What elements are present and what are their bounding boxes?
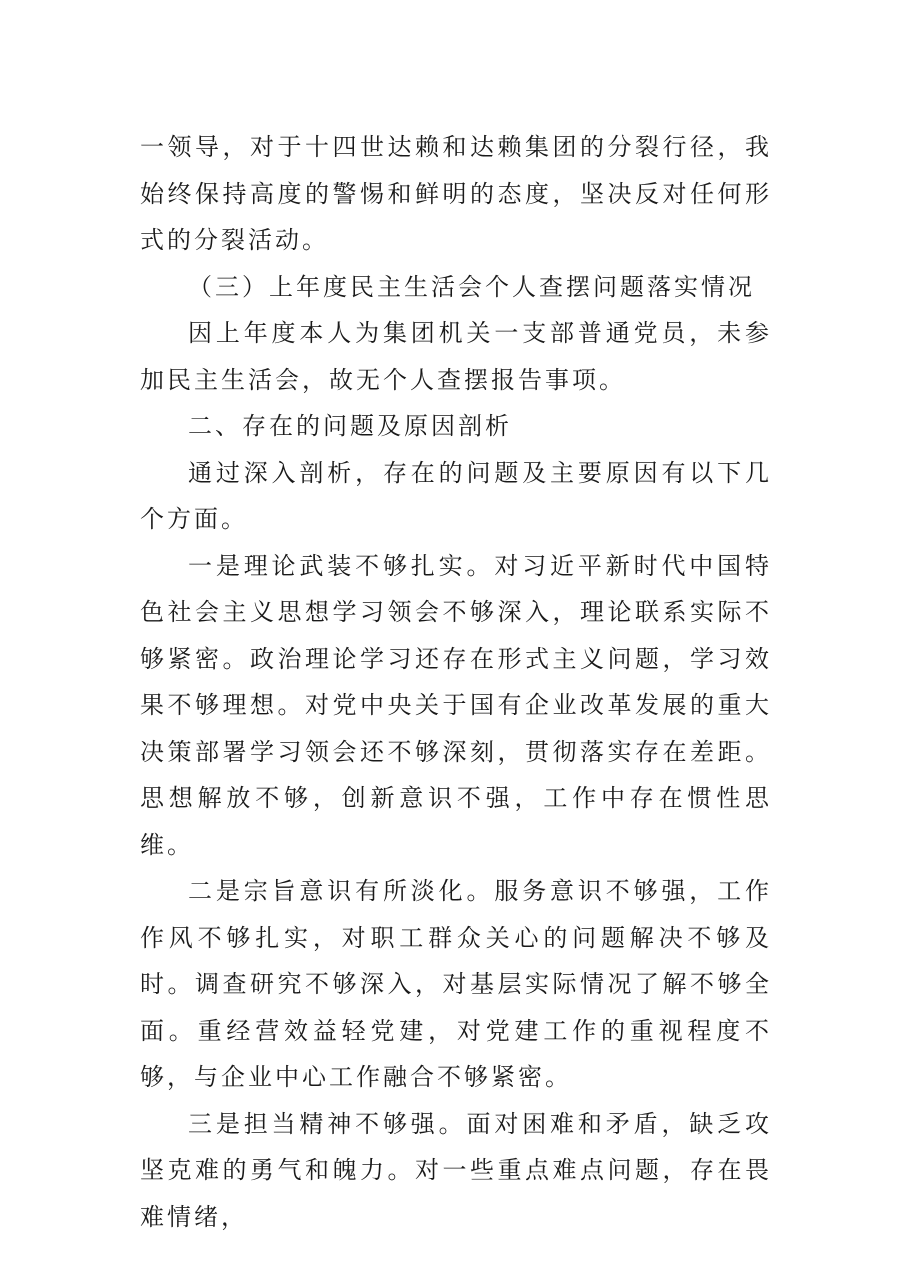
paragraph-no-report: 因上年度本人为集团机关一支部普通党员，未参加民主生活会，故无个人查摆报告事项。 (140, 319, 772, 394)
paragraph-intro-analysis: 通过深入剖析，存在的问题及主要原因有以下几个方面。 (140, 458, 772, 533)
paragraph-continuation: 一领导，对于十四世达赖和达赖集团的分裂行径，我始终保持高度的警惕和鲜明的态度，坚决反对任何形式的分裂活动。 (140, 133, 772, 254)
section-heading-san: （三）上年度民主生活会个人查摆问题落实情况 (188, 272, 755, 301)
section-heading-problems: 二、存在的问题及原因剖析 (188, 412, 512, 440)
paragraph-point-two: 二是宗旨意识有所淡化。服务意识不够强，工作作风不够扎实，对职工群众关心的问题解决不够及时。调查研究不够深入，对基层实际情况了解不够全面。重经营效益轻党建，对党建工作的重视程度不够，与企业中心工作融合不够紧密。 (140, 877, 772, 1091)
paragraph-point-three: 三是担当精神不够强。面对困难和矛盾，缺乏攻坚克难的勇气和魄力。对一些重点难点问题，存在畏难情绪， (140, 1109, 772, 1231)
document-body (140, 124, 772, 1240)
paragraph-point-one: 一是理论武装不够扎实。对习近平新时代中国特色社会主义思想学习领会不够深入，理论联系实际不够紧密。政治理论学习还存在形式主义问题，学习效果不够理想。对党中央关于国有企业改革发展的重大决策部署学习领会还不够深刻，贯彻落实存在差距。思想解放不够，创新意识不强，工作中存在惯性思维。 (140, 551, 772, 859)
